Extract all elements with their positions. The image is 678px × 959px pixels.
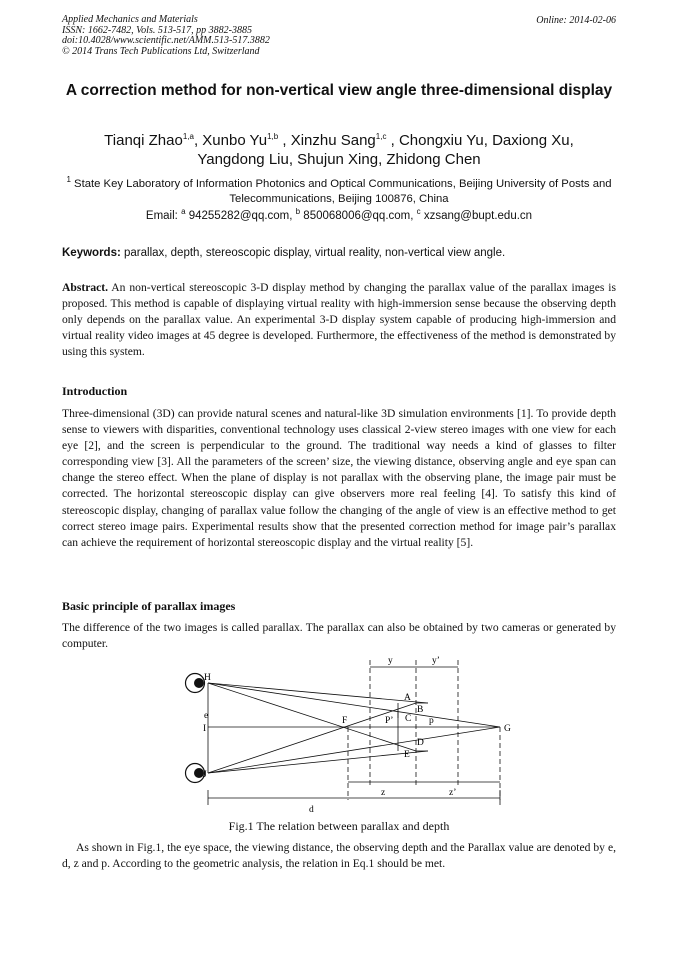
basic-principle-text: The difference of the two images is called parallax. The parallax can also be obtained by two cameras or generated by computer. xyxy=(62,621,616,651)
email-address: 94255282@qq.com, xyxy=(185,210,296,222)
email-sup: c xyxy=(416,207,421,217)
authors-line-2: Yangdong Liu, Shujun Xing, Zhidong Chen xyxy=(197,151,481,168)
left-eye-bottom xyxy=(186,764,205,783)
label-z-prime: z’ xyxy=(449,788,457,798)
keywords-text: parallax, depth, stereoscopic display, virtual reality, non-vertical view angle. xyxy=(120,247,506,259)
label-J: J xyxy=(203,770,207,780)
email-sup: a xyxy=(181,207,186,217)
journal-header xyxy=(62,15,270,57)
label-y-prime: y’ xyxy=(432,656,440,666)
author-name: , Xinzhu Sang xyxy=(278,132,376,149)
label-z: z xyxy=(381,788,386,798)
email-sup: b xyxy=(295,207,301,217)
label-p-prime: P’ xyxy=(385,716,394,726)
online-date: Online: 2014-02-06 xyxy=(536,15,616,26)
label-d: d xyxy=(309,805,314,815)
label-D: D xyxy=(417,738,424,748)
sight-lines xyxy=(208,683,500,773)
affiliation-sup: 1 xyxy=(66,175,71,185)
paper-title: A correction method for non-vertical view angle three-dimensional display xyxy=(65,82,613,99)
doi: doi:10.4028/www.scientific.net/AMM.513-517.3882 xyxy=(62,35,270,47)
issn: ISSN: 1662-7482, Vols. 513-517, pp 3882-3885 xyxy=(62,24,252,36)
label-C: C xyxy=(405,714,412,724)
label-e: e xyxy=(204,711,209,721)
basic-principle-heading: Basic principle of parallax images xyxy=(62,599,236,613)
label-B: B xyxy=(417,705,424,715)
abstract-label: Abstract. xyxy=(62,281,109,294)
journal-name: Applied Mechanics and Materials xyxy=(62,14,198,25)
keywords-label: Keywords: xyxy=(62,247,121,259)
author-sup: 1,b xyxy=(267,132,279,141)
author-name: , Xunbo Yu xyxy=(193,132,268,149)
label-y: y xyxy=(388,656,393,666)
copyright: © 2014 Trans Tech Publications Ltd, Switzerland xyxy=(62,45,260,57)
keywords xyxy=(62,247,616,259)
affiliation xyxy=(62,177,616,206)
label-G: G xyxy=(504,724,511,734)
closing-paragraph: As shown in Fig.1, the eye space, the viewing distance, the observing depth and the Parallax value are denoted by e, d, z and p. According to the geometric analysis, the relation in Eq.1 should be met. xyxy=(62,841,616,871)
label-H: H xyxy=(204,673,211,683)
figure-caption: Fig.1 The relation between parallax and depth xyxy=(228,819,450,833)
introduction-heading: Introduction xyxy=(62,384,128,398)
email-line xyxy=(62,207,616,222)
authors-line-1 xyxy=(62,131,616,150)
label-p: p xyxy=(429,716,434,726)
affiliation-text: State Key Laboratory of Information Photonics and Optical Communications, Beijing University of Posts and Telecommunications, Beijing 100876, China xyxy=(70,178,612,205)
author-names: , Chongxiu Yu, Daxiong Xu, xyxy=(386,132,574,149)
email-label: Email: xyxy=(145,210,182,222)
label-I: I xyxy=(203,724,207,734)
introduction-text: Three-dimensional (3D) can provide natural scenes and natural-like 3D simulation environments [1]. To provide depth sense to viewers with disparities, conventional technology uses classical 2-view stereo images with one view for each eye [2], and the screen is perpendicular to the ground. The traditional way needs a kind of glasses to filter corresponding view [3]. All the parameters of the screen’ size, the viewing distance, observing angle and eye span can change the stereo effect. When the plane of display is not parallax with the observing plane, the image pair must be corrected. The horizontal stereoscopic display can give observers more real feeling [4]. To satisfy this kind of stereoscopic display, changing of parallax value follow the changing of the angle of view is an effective method to get correct stereo image pairs. Experimental results show that the presented correction method for image pair’s parallax can achieve the requirement of horizontal stereoscopic display and the virtual reality [5]. xyxy=(62,407,616,549)
left-eye-top xyxy=(186,674,205,693)
authors xyxy=(62,131,616,169)
dashed-guides xyxy=(348,660,500,800)
abstract xyxy=(62,280,616,360)
abstract-text: An non-vertical stereoscopic 3-D display method by changing the parallax value of the parallax images is proposed. This method is capable of displaying virtual reality with high-immersion sense because the observing depth only depends on the parallax value. An experimental 3-D display system capable of producing high-immersion and virtual reality video images at 45 degree is developed. Furthermore, the effectiveness of the method is demonstrated by using this system. xyxy=(62,281,616,359)
parallax-diagram xyxy=(178,652,528,822)
label-F: F xyxy=(342,716,348,726)
dimension-lines xyxy=(208,667,500,805)
label-A: A xyxy=(404,693,411,703)
author-sup: 1,c xyxy=(375,132,387,141)
email-address: 850068006@qq.com, xyxy=(300,210,417,222)
email-address: xzsang@bupt.edu.cn xyxy=(420,210,533,222)
label-E: E xyxy=(404,750,410,760)
author-name: Tianqi Zhao xyxy=(104,132,183,149)
author-sup: 1,a xyxy=(182,132,194,141)
